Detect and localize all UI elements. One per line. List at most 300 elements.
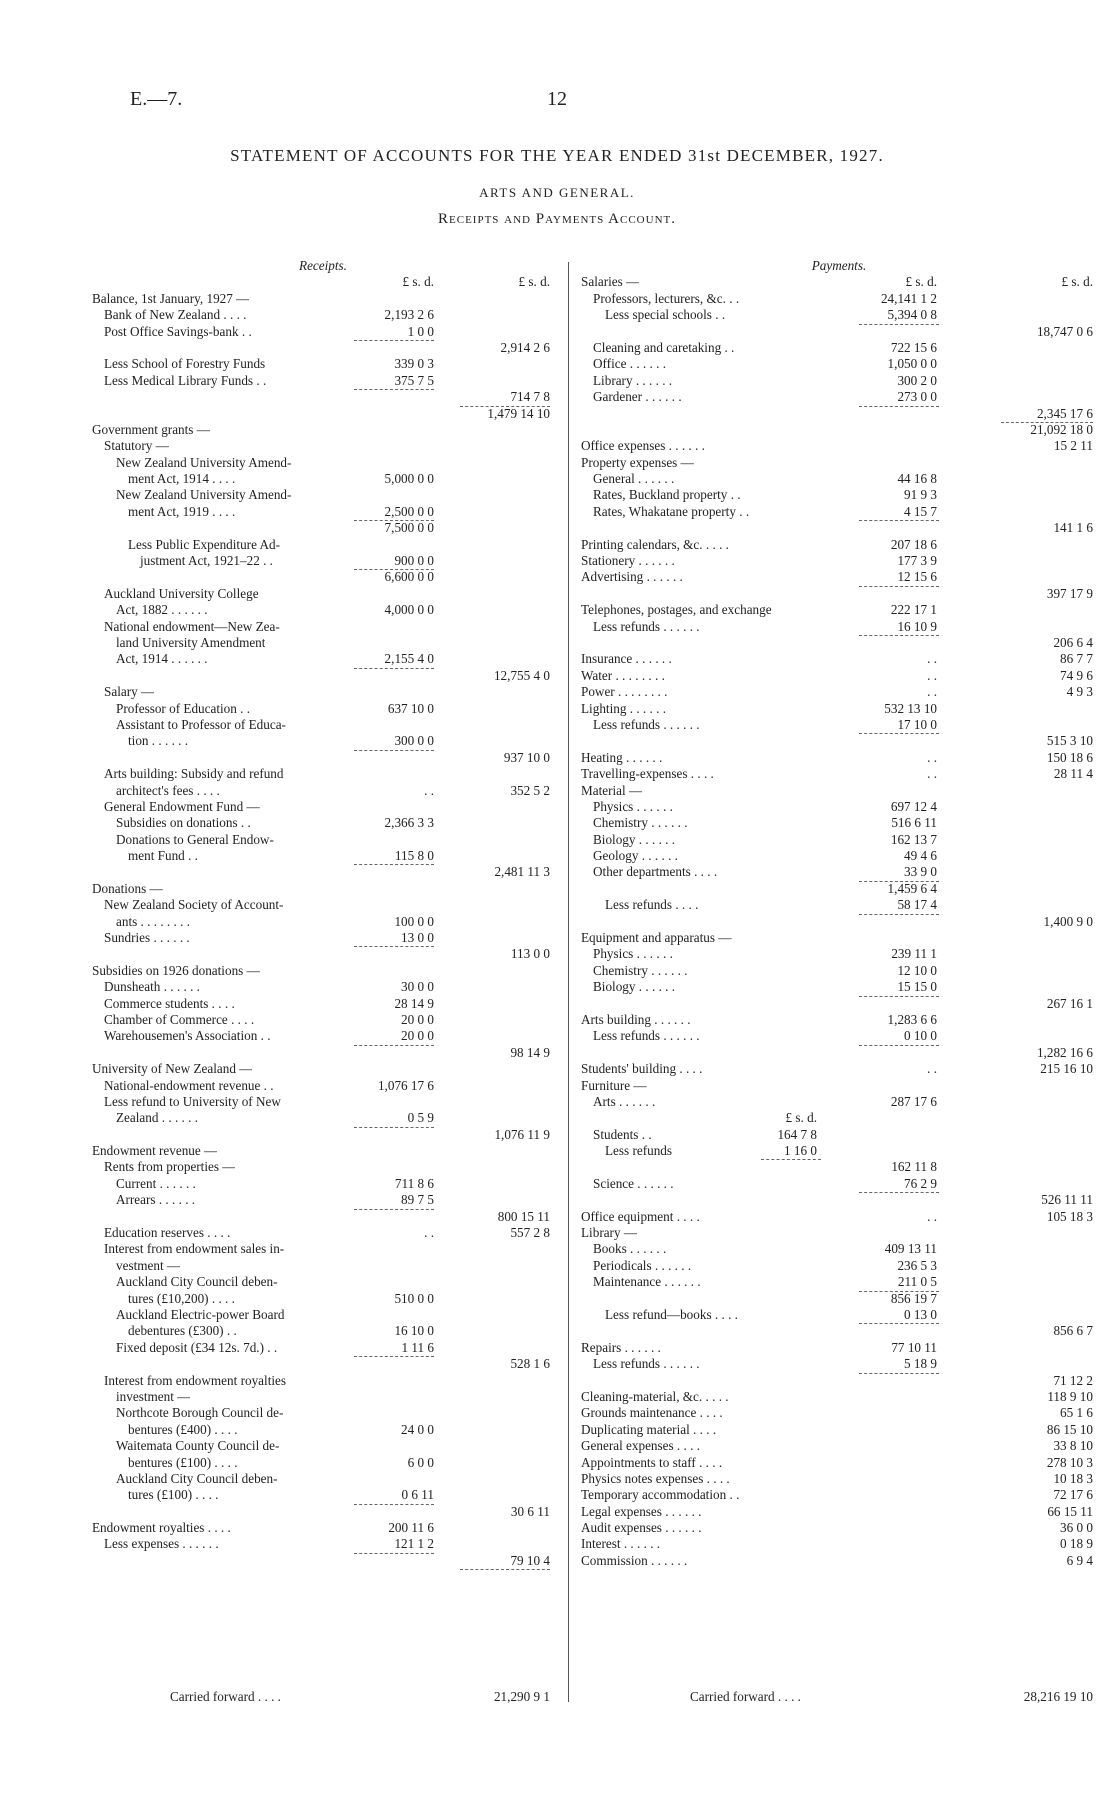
ledger-row bbox=[581, 1028, 1097, 1044]
amount-a1: 1,459 6 4 bbox=[887, 880, 937, 896]
entry-label: Physics notes expenses . . . . bbox=[581, 1470, 730, 1486]
ledger-row bbox=[581, 1012, 1097, 1028]
amount-a1: 207 18 6 bbox=[890, 536, 937, 552]
total-rule bbox=[354, 1553, 434, 1554]
ledger-row bbox=[581, 1389, 1097, 1405]
ledger-row bbox=[92, 455, 554, 471]
total-rule bbox=[859, 1323, 939, 1324]
ledger-row bbox=[92, 438, 554, 454]
amount-a2: 28 11 4 bbox=[1053, 766, 1093, 782]
amount-a2: 12,755 4 0 bbox=[493, 667, 550, 683]
ledger-row bbox=[92, 1012, 554, 1028]
amount-a1: 236 5 3 bbox=[897, 1257, 937, 1273]
ledger-row bbox=[92, 1291, 554, 1307]
ledger-row bbox=[581, 668, 1097, 684]
amount-a1: 273 0 0 bbox=[897, 389, 937, 405]
entry-label: Assistant to Professor of Educa- bbox=[116, 716, 286, 732]
amount-a2: 215 16 10 bbox=[1040, 1061, 1093, 1077]
amount-a2: 4 9 3 bbox=[1066, 684, 1093, 700]
amount-a1: 2,193 2 6 bbox=[384, 307, 434, 323]
amount-a1: 24,141 1 2 bbox=[880, 290, 937, 306]
payments-carried-forward-label: Carried forward . . . . bbox=[690, 1689, 801, 1704]
entry-label: Chamber of Commerce . . . . bbox=[104, 1011, 255, 1027]
amount-a1: . . bbox=[927, 766, 937, 782]
amount-a1: 162 13 7 bbox=[890, 831, 937, 847]
total-rule bbox=[859, 733, 939, 734]
entry-label: Less refunds . . . . bbox=[605, 897, 699, 913]
amount-a1: 697 12 4 bbox=[890, 798, 937, 814]
ledger-row bbox=[581, 1373, 1097, 1389]
entry-label: Furniture — bbox=[581, 1077, 647, 1093]
ledger-row bbox=[581, 1225, 1097, 1241]
amount-a1: 5 18 9 bbox=[904, 1356, 937, 1372]
entry-label: General expenses . . . . bbox=[581, 1438, 701, 1454]
amount-a1: 637 10 0 bbox=[387, 700, 434, 716]
ledger-row bbox=[581, 389, 1097, 405]
ledger-row bbox=[581, 373, 1097, 389]
entry-label: Less Medical Library Funds . . bbox=[104, 372, 267, 388]
entry-label: Interest from endowment royalties bbox=[104, 1372, 287, 1388]
account-title: Receipts and Payments Account. bbox=[438, 211, 676, 227]
amount-a2: 0 18 9 bbox=[1060, 1536, 1093, 1552]
amount-a2: 10 18 3 bbox=[1053, 1470, 1093, 1486]
entry-label: Temporary accommodation . . bbox=[581, 1487, 740, 1503]
column-divider bbox=[568, 262, 569, 1702]
ledger-row bbox=[92, 1536, 554, 1552]
entry-label: Arts building . . . . . . bbox=[581, 1011, 691, 1027]
ledger-row bbox=[581, 897, 1097, 913]
total-rule bbox=[859, 586, 939, 587]
amount-a2: 79 10 4 bbox=[510, 1552, 550, 1568]
ledger-row bbox=[581, 455, 1097, 471]
ledger-row bbox=[581, 1159, 1097, 1175]
entry-label: Books . . . . . . bbox=[593, 1241, 667, 1257]
ledger-row bbox=[581, 701, 1097, 717]
ledger-row bbox=[581, 274, 1097, 290]
ledger-row bbox=[92, 1323, 554, 1339]
ledger-row bbox=[581, 1094, 1097, 1110]
entry-label: Balance, 1st January, 1927 — bbox=[92, 290, 250, 306]
total-rule bbox=[859, 996, 939, 997]
amount-a1: 89 7 5 bbox=[401, 1192, 434, 1208]
total-rule bbox=[859, 520, 939, 521]
entry-label: Maintenance . . . . . . bbox=[593, 1274, 701, 1290]
ledger-row bbox=[92, 1569, 554, 1585]
amount-a1: 0 6 11 bbox=[401, 1487, 434, 1503]
entry-label: General Endowment Fund — bbox=[104, 798, 260, 814]
amount-a1: £ s. d. bbox=[402, 274, 434, 290]
entry-label: ment Act, 1919 . . . . bbox=[128, 503, 236, 519]
ledger-row bbox=[581, 635, 1097, 651]
total-rule bbox=[859, 1373, 939, 1374]
ledger-row bbox=[581, 537, 1097, 553]
amount-a2: 36 0 0 bbox=[1060, 1520, 1093, 1536]
entry-label: Audit expenses . . . . . . bbox=[581, 1520, 702, 1536]
ledger-row bbox=[92, 799, 554, 815]
ledger-row bbox=[92, 1553, 554, 1569]
page-title: STATEMENT OF ACCOUNTS FOR THE YEAR ENDED 31st DECEMBER, 1927. bbox=[230, 146, 884, 165]
entry-label: architect's fees . . . . bbox=[116, 782, 220, 798]
ledger-row bbox=[92, 1389, 554, 1405]
amount-a1: 722 15 6 bbox=[890, 339, 937, 355]
ledger-row bbox=[581, 1438, 1097, 1454]
payments-carried-forward-amount: 28,216 19 10 bbox=[1023, 1689, 1093, 1704]
amount-a1: 16 10 0 bbox=[394, 1323, 434, 1339]
ledger-row bbox=[92, 1356, 554, 1372]
entry-label: Statutory — bbox=[104, 438, 169, 454]
ledger-row bbox=[92, 487, 554, 503]
total-rule bbox=[354, 520, 434, 521]
total-rule bbox=[354, 340, 434, 341]
ledger-row bbox=[92, 1127, 554, 1143]
entry-label: Dunsheath . . . . . . bbox=[104, 979, 200, 995]
amount-a2: 2,481 11 3 bbox=[494, 864, 550, 880]
amount-a1: . . bbox=[927, 1208, 937, 1224]
amount-a2: 352 5 2 bbox=[510, 782, 550, 798]
amount-a1: 1 0 0 bbox=[407, 323, 434, 339]
amount-a1: 2,500 0 0 bbox=[384, 503, 434, 519]
amount-a1: 7,500 0 0 bbox=[384, 520, 434, 536]
entry-label: Endowment royalties . . . . bbox=[92, 1520, 231, 1536]
entry-label: Material — bbox=[581, 782, 643, 798]
ledger-row bbox=[581, 766, 1097, 782]
ledger-row bbox=[92, 406, 554, 422]
ledger-row bbox=[581, 1307, 1097, 1323]
entry-label: Library . . . . . . bbox=[593, 372, 673, 388]
amount-a2: 113 0 0 bbox=[510, 946, 550, 962]
entry-label: Zealand . . . . . . bbox=[116, 1110, 199, 1126]
ledger-row bbox=[92, 930, 554, 946]
entry-label: Biology . . . . . . bbox=[593, 979, 676, 995]
amount-a1: 17 10 0 bbox=[897, 716, 937, 732]
ledger-row bbox=[581, 406, 1097, 422]
ledger-row bbox=[92, 848, 554, 864]
ledger-row bbox=[581, 1274, 1097, 1290]
amount-a1: 1,283 6 6 bbox=[887, 1011, 937, 1027]
amount-a2: 937 10 0 bbox=[503, 749, 550, 765]
ledger-row bbox=[581, 783, 1097, 799]
entry-label: Office expenses . . . . . . bbox=[581, 438, 705, 454]
ledger-row bbox=[581, 1176, 1097, 1192]
ledger-row bbox=[92, 1422, 554, 1438]
entry-label: Arts building: Subsidy and refund bbox=[104, 766, 284, 782]
total-rule bbox=[354, 1504, 434, 1505]
ledger-row bbox=[92, 1274, 554, 1290]
ledger-row bbox=[581, 1143, 1097, 1159]
ledger-row bbox=[92, 1520, 554, 1536]
amount-a1: . . bbox=[424, 1225, 434, 1241]
total-rule bbox=[354, 750, 434, 751]
entry-label: Commission . . . . . . bbox=[581, 1552, 688, 1568]
total-rule bbox=[354, 864, 434, 865]
entry-label: Donations — bbox=[92, 880, 163, 896]
receipts-carried-forward-label: Carried forward . . . . bbox=[170, 1689, 281, 1704]
total-rule bbox=[859, 635, 939, 636]
entry-label: ment Fund . . bbox=[128, 848, 198, 864]
amount-a2: 150 18 6 bbox=[1046, 749, 1093, 765]
entry-label: Office . . . . . . bbox=[593, 356, 667, 372]
entry-label: Science . . . . . . bbox=[593, 1175, 674, 1191]
ledger-row bbox=[581, 1340, 1097, 1356]
ledger-row bbox=[92, 471, 554, 487]
amount-a1: 77 10 11 bbox=[891, 1339, 937, 1355]
ledger-row bbox=[581, 1258, 1097, 1274]
total-rule bbox=[859, 324, 939, 325]
entry-label: General . . . . . . bbox=[593, 471, 675, 487]
ledger-row bbox=[92, 701, 554, 717]
ledger-row bbox=[581, 471, 1097, 487]
amount-a2: 515 3 10 bbox=[1046, 733, 1093, 749]
ledger-row bbox=[92, 717, 554, 733]
entry-label: National-endowment revenue . . bbox=[104, 1077, 274, 1093]
amount-a1: 222 17 1 bbox=[890, 602, 937, 618]
entry-label: Government grants — bbox=[92, 421, 210, 437]
ledger-row bbox=[581, 979, 1097, 995]
entry-label: Fixed deposit (£34 12s. 7d.) . . bbox=[116, 1339, 278, 1355]
entry-label: Gardener . . . . . . bbox=[593, 389, 682, 405]
entry-label: Arrears . . . . . . bbox=[116, 1192, 196, 1208]
amount-a1: 24 0 0 bbox=[401, 1421, 434, 1437]
receipts-heading: Receipts. bbox=[299, 258, 347, 273]
ledger-row bbox=[581, 832, 1097, 848]
ledger-row bbox=[92, 1110, 554, 1126]
ledger-row bbox=[581, 356, 1097, 372]
entry-label: Act, 1914 . . . . . . bbox=[116, 651, 208, 667]
total-rule bbox=[354, 668, 434, 669]
amount-a1: 300 0 0 bbox=[394, 733, 434, 749]
entry-label: Cleaning and caretaking . . bbox=[593, 339, 735, 355]
amount-a1: 2,366 3 3 bbox=[384, 815, 434, 831]
total-rule bbox=[354, 389, 434, 390]
ledger-row bbox=[92, 897, 554, 913]
ledger-row bbox=[581, 750, 1097, 766]
entry-label: Printing calendars, &c. . . . . bbox=[581, 536, 729, 552]
amount-a1: 0 10 0 bbox=[904, 1028, 937, 1044]
ledger-row bbox=[581, 553, 1097, 569]
amount-a1: 49 4 6 bbox=[904, 848, 937, 864]
ledger-row bbox=[581, 619, 1097, 635]
amount-a1: 409 13 11 bbox=[884, 1241, 937, 1257]
total-rule bbox=[354, 569, 434, 570]
ledger-row bbox=[581, 733, 1097, 749]
entry-label: Less refunds . . . . . . bbox=[593, 618, 700, 634]
amount-a2: 141 1 6 bbox=[1053, 520, 1093, 536]
ledger-row bbox=[581, 1045, 1097, 1061]
entry-label: Physics . . . . . . bbox=[593, 946, 673, 962]
amount-a0: 1 16 0 bbox=[784, 1143, 817, 1159]
page-number: 12 bbox=[547, 88, 567, 110]
amount-a1: 15 15 0 bbox=[897, 979, 937, 995]
ledger-row bbox=[581, 324, 1097, 340]
section-title: ARTS AND GENERAL. bbox=[479, 185, 635, 200]
ledger-row bbox=[92, 832, 554, 848]
amount-a2: 557 2 8 bbox=[510, 1225, 550, 1241]
entry-label: New Zealand University Amend- bbox=[116, 487, 292, 503]
ledger-row bbox=[581, 684, 1097, 700]
entry-label: Lighting . . . . . . bbox=[581, 700, 666, 716]
entry-label: Property expenses — bbox=[581, 454, 694, 470]
amount-a2: 72 17 6 bbox=[1053, 1487, 1093, 1503]
amount-a1: 510 0 0 bbox=[394, 1290, 434, 1306]
ledger-row bbox=[92, 356, 554, 372]
amount-a1: 200 11 6 bbox=[388, 1520, 434, 1536]
ledger-row bbox=[92, 1061, 554, 1077]
ledger-row bbox=[92, 602, 554, 618]
amount-a1: 211 0 5 bbox=[897, 1274, 937, 1290]
amount-a2: 65 1 6 bbox=[1060, 1405, 1093, 1421]
receipts-carried-forward-amount: 21,290 9 1 bbox=[493, 1689, 550, 1704]
amount-a1: 12 15 6 bbox=[897, 569, 937, 585]
total-rule bbox=[859, 914, 939, 915]
entry-label: tion . . . . . . bbox=[128, 733, 189, 749]
entry-label: tures (£100) . . . . bbox=[128, 1487, 219, 1503]
amount-a1: 100 0 0 bbox=[394, 913, 434, 929]
ledger-row bbox=[92, 963, 554, 979]
entry-label: Professor of Education . . bbox=[116, 700, 251, 716]
ledger-row bbox=[92, 914, 554, 930]
amount-a2: 206 6 4 bbox=[1053, 634, 1093, 650]
amount-a2: £ s. d. bbox=[518, 274, 550, 290]
entry-label: Office equipment . . . . bbox=[581, 1208, 700, 1224]
entry-label: Legal expenses . . . . . . bbox=[581, 1503, 702, 1519]
ledger-row bbox=[581, 438, 1097, 454]
ledger-row bbox=[92, 635, 554, 651]
document-code: E.—7. bbox=[130, 88, 183, 110]
entry-label: Less Public Expenditure Ad- bbox=[128, 536, 280, 552]
ledger-row bbox=[581, 422, 1097, 438]
amount-a2: 1,076 11 9 bbox=[494, 1126, 550, 1142]
entry-label: Auckland Electric-power Board bbox=[116, 1307, 285, 1322]
amount-a2: 33 8 10 bbox=[1053, 1438, 1093, 1454]
ledger-row bbox=[92, 586, 554, 602]
ledger-row bbox=[92, 504, 554, 520]
entry-label: Less refunds bbox=[605, 1143, 673, 1159]
entry-label: Rents from properties — bbox=[104, 1159, 236, 1175]
entry-label: Arts . . . . . . bbox=[593, 1093, 656, 1109]
entry-label: Professors, lecturers, &c. . . bbox=[593, 290, 740, 306]
ledger-row bbox=[581, 487, 1097, 503]
ledger-row bbox=[92, 1028, 554, 1044]
entry-label: Less refunds . . . . . . bbox=[593, 1356, 700, 1372]
amount-a2: 15 2 11 bbox=[1053, 438, 1093, 454]
amount-a1: 5,000 0 0 bbox=[384, 471, 434, 487]
ledger-row bbox=[92, 389, 554, 405]
entry-label: ants . . . . . . . . bbox=[116, 913, 190, 929]
entry-label: debentures (£300) . . bbox=[128, 1323, 237, 1339]
ledger-row bbox=[92, 668, 554, 684]
amount-a1: 30 0 0 bbox=[401, 979, 434, 995]
ledger-row bbox=[581, 848, 1097, 864]
total-rule bbox=[354, 1356, 434, 1357]
ledger-row bbox=[581, 291, 1097, 307]
amount-a0: £ s. d. bbox=[785, 1110, 817, 1126]
amount-a2: £ s. d. bbox=[1061, 274, 1093, 290]
amount-a1: 2,155 4 0 bbox=[384, 651, 434, 667]
entry-label: Less special schools . . bbox=[605, 307, 726, 323]
amount-a1: 4 15 7 bbox=[904, 503, 937, 519]
ledger-row bbox=[92, 553, 554, 569]
amount-a1: 121 1 2 bbox=[394, 1536, 434, 1552]
entry-label: New Zealand University Amend- bbox=[116, 454, 292, 470]
ledger-row bbox=[581, 1553, 1097, 1569]
ledger-row bbox=[92, 733, 554, 749]
amount-a1: . . bbox=[424, 782, 434, 798]
amount-a1: 1,050 0 0 bbox=[887, 356, 937, 372]
amount-a1: . . bbox=[927, 1061, 937, 1077]
receipts-column bbox=[92, 258, 554, 1586]
amount-a1: 287 17 6 bbox=[890, 1093, 937, 1109]
ledger-row bbox=[92, 766, 554, 782]
entry-label: ment Act, 1914 . . . . bbox=[128, 471, 236, 487]
ledger-row bbox=[92, 881, 554, 897]
amount-a0: 164 7 8 bbox=[777, 1126, 817, 1142]
amount-a1: 58 17 4 bbox=[897, 897, 937, 913]
total-rule bbox=[859, 1045, 939, 1046]
amount-a1: 856 19 7 bbox=[890, 1290, 937, 1306]
entry-label: Repairs . . . . . . bbox=[581, 1339, 661, 1355]
entry-label: bentures (£400) . . . . bbox=[128, 1421, 238, 1437]
entry-label: Less expenses . . . . . . bbox=[104, 1536, 219, 1552]
ledger-row bbox=[92, 946, 554, 962]
entry-label: Interest . . . . . . bbox=[581, 1536, 661, 1552]
total-rule bbox=[354, 1209, 434, 1210]
amount-a1: 239 11 1 bbox=[891, 946, 937, 962]
ledger-row bbox=[92, 651, 554, 667]
amount-a1: £ s. d. bbox=[905, 274, 937, 290]
amount-a1: 532 13 10 bbox=[884, 700, 937, 716]
amount-a1: 516 6 11 bbox=[891, 815, 937, 831]
ledger-row bbox=[581, 1061, 1097, 1077]
entry-label: Water . . . . . . . . bbox=[581, 667, 665, 683]
ledger-row bbox=[92, 1405, 554, 1421]
ledger-row bbox=[92, 1504, 554, 1520]
amount-a1: 6,600 0 0 bbox=[384, 569, 434, 585]
ledger-row bbox=[581, 996, 1097, 1012]
total-rule bbox=[859, 1291, 939, 1292]
ledger-row bbox=[581, 1078, 1097, 1094]
ledger-row bbox=[581, 504, 1097, 520]
ledger-row bbox=[92, 864, 554, 880]
ledger-row bbox=[581, 963, 1097, 979]
entry-label: Salary — bbox=[104, 684, 155, 700]
amount-a1: 33 9 0 bbox=[904, 864, 937, 880]
amount-a1: 20 0 0 bbox=[401, 1011, 434, 1027]
ledger-row bbox=[92, 1094, 554, 1110]
ledger-row bbox=[92, 1078, 554, 1094]
ledger-row bbox=[92, 1143, 554, 1159]
amount-a1: 1 11 6 bbox=[401, 1339, 434, 1355]
entry-label: Travelling-expenses . . . . bbox=[581, 766, 714, 782]
entry-label: bentures (£100) . . . . bbox=[128, 1454, 238, 1470]
entry-label: Geology . . . . . . bbox=[593, 848, 678, 864]
ledger-row bbox=[92, 815, 554, 831]
amount-a2: 714 7 8 bbox=[510, 389, 550, 405]
entry-label: Commerce students . . . . bbox=[104, 995, 235, 1011]
total-rule bbox=[354, 946, 434, 947]
amount-a2: 86 15 10 bbox=[1046, 1421, 1093, 1437]
total-rule bbox=[1001, 422, 1093, 423]
ledger-row bbox=[92, 340, 554, 356]
ledger-row bbox=[581, 1471, 1097, 1487]
entry-label: Telephones, postages, and exchange bbox=[581, 602, 772, 618]
ledger-row bbox=[92, 373, 554, 389]
ledger-row bbox=[581, 1323, 1097, 1339]
amount-a1: 375 7 5 bbox=[394, 372, 434, 388]
total-rule bbox=[460, 1569, 550, 1570]
amount-a2: 98 14 9 bbox=[510, 1044, 550, 1060]
amount-a2: 1,400 9 0 bbox=[1043, 913, 1093, 929]
ledger-row bbox=[92, 996, 554, 1012]
